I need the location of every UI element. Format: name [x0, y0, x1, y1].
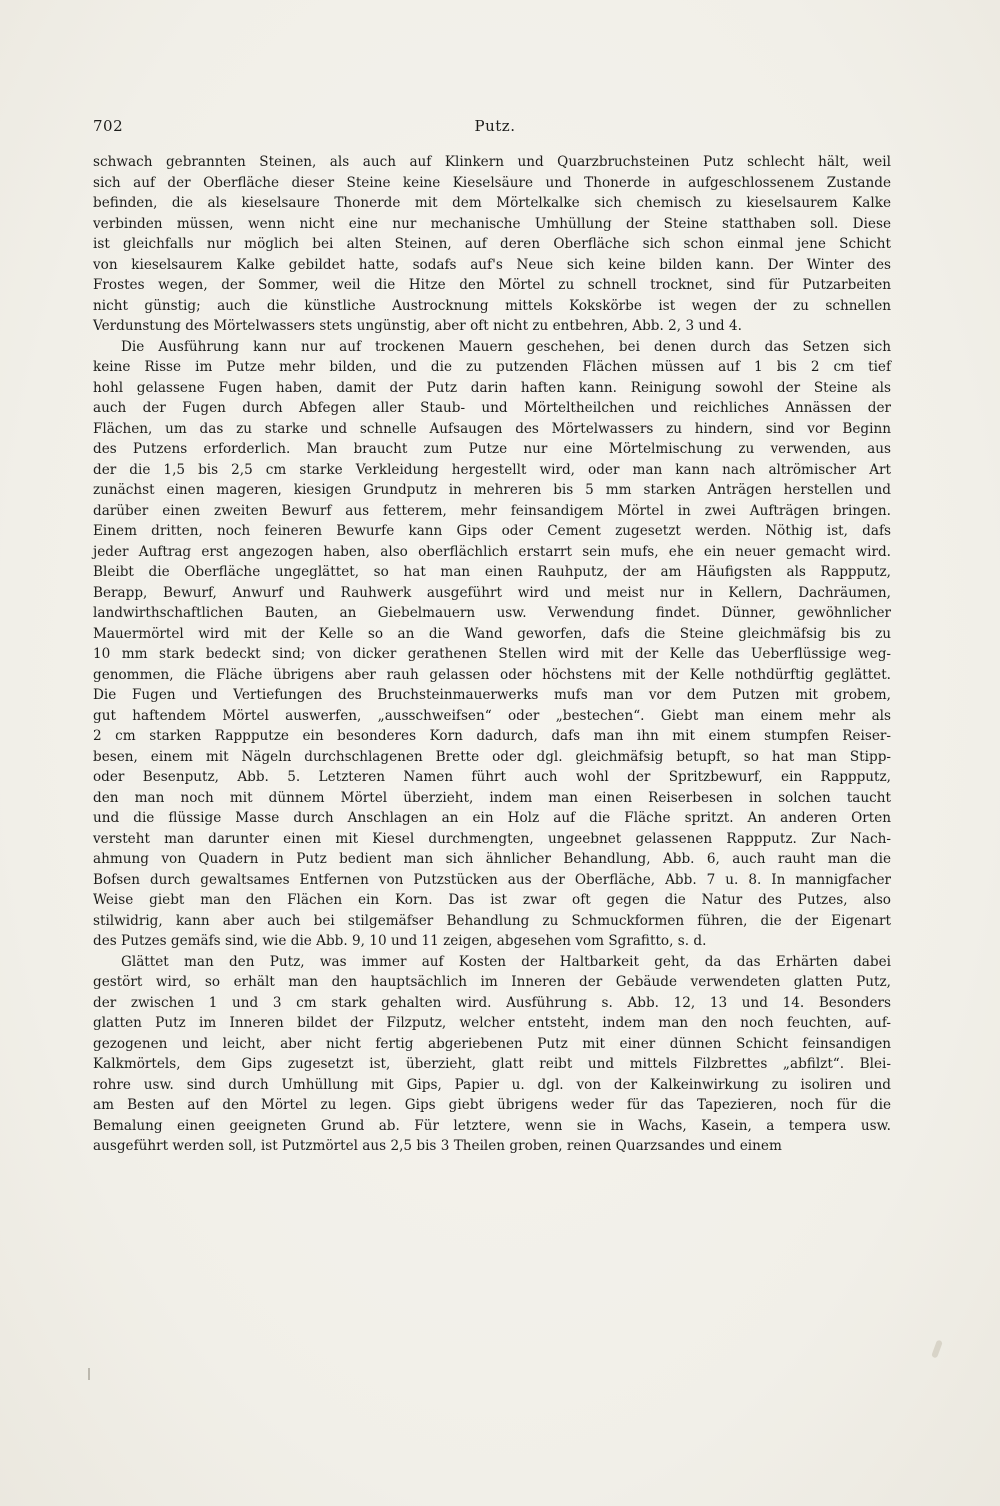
text-line: Kalkmörtels, dem Gips zugesetzt ist, überzieht, glatt reibt und mittels Filzbrettes „abfilzt“. Blei- — [93, 1056, 891, 1072]
text-line: genommen, die Fläche übrigens aber rauh gelassen oder höchstens mit der Kelle nothdürftig geglättet. — [93, 666, 891, 683]
text-line: rohre usw. sind durch Umhüllung mit Gips, Papier u. dgl. von der Kalkeinwirkung zu isoliren und — [93, 1076, 891, 1093]
margin-mark — [88, 1368, 90, 1380]
text-line: Die Fugen und Vertiefungen des Bruchsteinmauerwerks mufs man vor dem Putzen mit grobem, — [93, 687, 891, 703]
text-line: auch der Fugen durch Abfegen aller Staub- und Mörteltheilchen und reichliches Annässen der — [93, 400, 891, 416]
paper-blemish — [931, 1340, 943, 1359]
text-line: der zwischen 1 und 3 cm stark gehalten wird. Ausführung s. Abb. 12, 13 und 14. Besonders — [93, 994, 891, 1011]
text-line: und die flüssige Masse durch Anschlagen an ein Holz auf die Fläche spritzt. An anderen Orten — [93, 810, 891, 826]
text-line: besen, einem mit Nägeln durchschlagenen Brette oder dgl. gleichmäfsig betupft, so hat man Stipp- — [93, 748, 891, 765]
text-line: Flächen, um das zu starke und schnelle Aufsaugen des Mörtelwassers zu hindern, sind vor Beginn — [93, 420, 891, 437]
text-line: Bofsen durch gewaltsames Entfernen von Putzstücken aus der Oberfläche, Abb. 7 u. 8. In mannigfacher — [93, 871, 891, 888]
text-line: keine Risse im Putze mehr bilden, und die zu putzenden Flächen müssen auf 1 bis 2 cm tief — [93, 359, 891, 375]
text-line: Die Ausführung kann nur auf trockenen Mauern geschehen, bei denen durch das Setzen sich — [121, 338, 891, 355]
paragraph — [93, 952, 891, 1157]
text-line: zunächst einen mageren, kiesigen Grundputz in mehreren bis 5 mm starken Anträgen herstellen und — [93, 482, 891, 498]
page-number: 702 — [93, 117, 124, 135]
text-line: nicht günstig; auch die künstliche Austrocknung mittels Kokskörbe ist wegen der zu schnellen — [93, 297, 891, 314]
text-line: am Besten auf den Mörtel zu legen. Gips giebt übrigens weder für das Tapezieren, noch für die — [93, 1097, 891, 1113]
text-line: Einem dritten, noch feineren Bewurfe kann Gips oder Cement zugesetzt werden. Nöthig ist, dafs — [93, 523, 891, 539]
text-line: oder Besenputz, Abb. 5. Letzteren Namen führt auch wohl der Spritzbewurf, ein Rappputz, — [93, 769, 891, 785]
text-line: glatten Putz im Inneren bildet der Filzputz, welcher entsteht, indem man den noch feuchten, auf- — [93, 1015, 891, 1031]
paragraph — [93, 152, 891, 337]
body-text — [93, 152, 891, 1157]
text-line: stilwidrig, kann aber auch bei stilgemäfser Behandlung zu Schmuckformen führen, die der Eigenart — [93, 912, 891, 929]
text-line: gestört wird, so erhält man den hauptsächlich im Inneren der Gebäude verwendeten glatten Putz, — [93, 974, 891, 990]
text-line: schwach gebrannten Steinen, als auch auf Klinkern und Quarzbruchsteinen Putz schlecht hält, weil — [93, 154, 891, 170]
text-line: Frostes wegen, der Sommer, weil die Hitze den Mörtel zu schnell trocknet, sind für Putzarbeiten — [93, 277, 891, 293]
text-line: 10 mm stark bedeckt sind; von dicker gerathenen Stellen wird mit der Kelle das Ueberflüssige weg- — [93, 646, 891, 662]
text-line: versteht man darunter einen mit Kiesel durchmengten, ungeebnet gelassenen Rappputz. Zur Nach- — [93, 830, 891, 847]
text-line: gut haftendem Mörtel auswerfen, „ausschweifsen“ oder „bestechen“. Giebt man einem mehr als — [93, 707, 891, 724]
text-line: des Putzens erforderlich. Man braucht zum Putze nur eine Mörtelmischung zu verwenden, aus — [93, 441, 891, 457]
paragraph — [93, 337, 891, 952]
text-line: verbinden müssen, wenn nicht eine nur mechanische Umhüllung der Steine statthaben soll. Diese — [93, 215, 891, 232]
running-head — [93, 117, 897, 137]
text-line: hohl gelassene Fugen haben, damit der Putz darin haften kann. Reinigung sowohl der Steine als — [93, 379, 891, 396]
text-line: landwirthschaftlichen Bauten, an Giebelmauern usw. Verwendung findet. Dünner, gewöhnlicher — [93, 605, 891, 621]
text-line: ahmung von Quadern in Putz bedient man sich ähnlicher Behandlung, Abb. 6, auch rauht man die — [93, 851, 891, 867]
text-line: Bemalung einen geeigneten Grund ab. Für letztere, wenn sie in Wachs, Kasein, a tempera usw. — [93, 1117, 891, 1134]
text-line: befinden, die als kieselsaure Thonerde mit dem Mörtelkalke sich chemisch zu kieselsaurem Kalke — [93, 195, 891, 211]
text-line: jeder Auftrag erst angezogen haben, also oberflächlich erstarrt sein mufs, ehe ein neuer gemacht wird. — [93, 543, 891, 560]
text-line: der die 1,5 bis 2,5 cm starke Verkleidung hergestellt wird, oder man kann nach altrömischer Art — [93, 461, 891, 478]
text-line: darüber einen zweiten Bewurf aus fetterem, mehr feinsandigem Mörtel in zwei Aufträgen bringen. — [93, 502, 891, 519]
text-line: Verdunstung des Mörtelwassers stets ungünstig, aber oft nicht zu entbehren, Abb. 2, 3 und 4. — [93, 318, 742, 334]
text-line: Glättet man den Putz, was immer auf Kosten der Haltbarkeit geht, da das Erhärten dabei — [121, 953, 891, 970]
text-line: Berapp, Bewurf, Anwurf und Rauhwerk ausgeführt wird und meist nur in Kellern, Dachräumen, — [93, 584, 891, 601]
text-line: ist gleichfalls nur möglich bei alten Steinen, auf deren Oberfläche sich schon einmal jene Schicht — [93, 236, 891, 252]
text-line: ausgeführt werden soll, ist Putzmörtel aus 2,5 bis 3 Theilen groben, reinen Quarzsandes und einem — [93, 1138, 782, 1154]
text-line: Mauermörtel wird mit der Kelle so an die Wand geworfen, dafs die Steine gleichmäfsig bis zu — [93, 625, 891, 642]
text-line: Bleibt die Oberfläche ungeglättet, so hat man einen Rauhputz, der am Häufigsten als Rappputz, — [93, 564, 891, 580]
text-line: sich auf der Oberfläche dieser Steine keine Kieselsäure und Thonerde in aufgeschlossenem Zustande — [93, 174, 891, 191]
text-line: den man noch mit dünnem Mörtel überzieht, indem man einen Reiserbesen in solchen taucht — [93, 789, 891, 806]
text-line: 2 cm starken Rappputze ein besonderes Korn dadurch, dafs man ihn mit einem stumpfen Reiser- — [93, 728, 891, 744]
page-heading: Putz. — [474, 117, 516, 135]
text-line: des Putzes gemäfs sind, wie die Abb. 9, 10 und 11 zeigen, abgesehen vom Sgrafitto, s. d. — [93, 933, 707, 949]
text-line: von kieselsaurem Kalke gebildet hatte, sodafs auf's Neue sich keine bilden kann. Der Winter des — [93, 256, 891, 273]
text-line: Weise giebt man den Flächen ein Korn. Das ist zwar oft gegen die Natur des Putzes, also — [93, 892, 891, 908]
text-line: gezogenen und leicht, aber nicht fertig abgeriebenen Putz mit einer dünnen Schicht feinsandigen — [93, 1035, 891, 1052]
